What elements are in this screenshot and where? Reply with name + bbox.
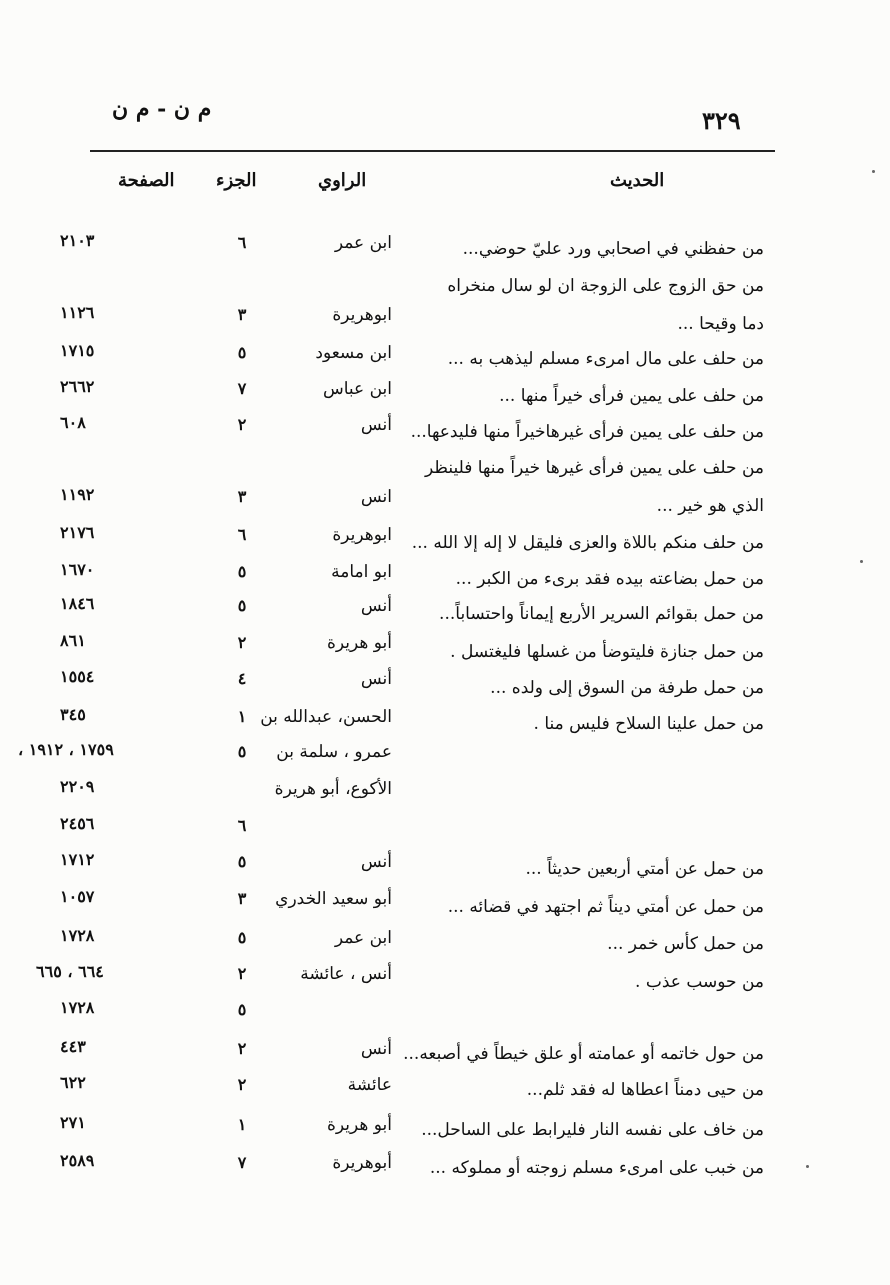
- page-ref-cell: ١١٩٢: [60, 485, 95, 504]
- hadith-line: من حمل جنازة فليتوضأ من غسلها فليغتسل .: [450, 642, 764, 662]
- narrator-cell: عمرو ، سلمة بن: [276, 742, 392, 762]
- volume-cell: ٥: [237, 928, 247, 947]
- narrator-cell: أنس ، عائشة: [300, 964, 392, 984]
- column-header-page: الصفحة: [118, 170, 175, 191]
- page-ref-cell: ١٨٤٦: [60, 594, 95, 613]
- page-number: ٣٢٩: [702, 106, 741, 135]
- page-ref-cell: ٦٦٤ ، ٦٦٥: [36, 962, 104, 981]
- hadith-line: من حيى دمناً اعطاها له فقد ثلم...: [526, 1080, 764, 1100]
- page-ref-cell: ٦٠٨: [60, 413, 86, 432]
- page-ref-cell: ٢١٠٣: [60, 231, 95, 250]
- page-ref-cell: ٤٤٣: [60, 1037, 86, 1056]
- volume-cell: ٢: [237, 415, 247, 434]
- page-ref-cell: ٢٢٠٩: [60, 777, 95, 796]
- narrator-cell: أنس: [360, 596, 392, 616]
- volume-cell: ٣: [237, 487, 247, 506]
- page-ref-cell: ١٥٥٤: [60, 667, 95, 686]
- hadith-line: من حمل عن أمتي ديناً ثم اجتهد في قضائه ...: [447, 897, 764, 917]
- hadith-line: من حمل طرفة من السوق إلى ولده ...: [490, 678, 764, 698]
- page-ref-cell: ٢٧١: [60, 1113, 86, 1132]
- volume-cell: ٧: [237, 379, 247, 398]
- page-ref-cell: ١١٢٦: [60, 303, 95, 322]
- hadith-line: من حول خاتمه أو عمامته أو علق خيطاً في أصبعه...: [403, 1044, 764, 1064]
- volume-cell: ٥: [237, 742, 247, 761]
- page-ref-cell: ١٠٥٧: [60, 887, 95, 906]
- volume-cell: ٤: [237, 669, 247, 688]
- column-header-narrator: الراوي: [318, 170, 367, 191]
- narrator-cell: الأكوع، أبو هريرة: [274, 779, 392, 799]
- hadith-line: من حلف على مال امرىء مسلم ليذهب به ...: [447, 349, 764, 369]
- page-ref-cell: ٨٦١: [60, 631, 86, 650]
- volume-cell: ٦: [237, 816, 247, 835]
- narrator-cell: ابن عباس: [322, 379, 392, 399]
- page-ref-cell: ٣٤٥: [60, 705, 86, 724]
- narrator-cell: الحسن، عبدالله بن: [260, 707, 392, 727]
- page-ref-cell: ٢١٧٦: [60, 523, 95, 542]
- volume-cell: ٥: [237, 562, 247, 581]
- page-ref-cell: ١٧١٢: [60, 850, 95, 869]
- narrator-cell: أبو سعيد الخدري: [275, 889, 392, 909]
- hadith-line: من حمل علينا السلاح فليس منا .: [533, 714, 764, 734]
- volume-cell: ٥: [237, 1000, 247, 1019]
- volume-cell: ٦: [237, 233, 247, 252]
- scan-speck: [806, 1165, 809, 1168]
- hadith-line: من خاف على نفسه النار فليرابط على الساحل...: [421, 1120, 764, 1140]
- page-ref-cell: ١٧٥٩ ، ١٩١٢ ،: [18, 740, 114, 759]
- narrator-cell: أنس: [360, 669, 392, 689]
- volume-cell: ٣: [237, 889, 247, 908]
- hadith-line: من حلف على يمين فرأى غيرهاخيراً منها فليدعها...: [410, 422, 764, 442]
- narrator-cell: عائشة: [347, 1075, 392, 1095]
- narrator-cell: أبوهريرة: [332, 1153, 392, 1173]
- volume-cell: ٣: [237, 305, 247, 324]
- hadith-line: من حمل كأس خمر ...: [607, 934, 764, 954]
- page-ref-cell: ١٧٢٨: [60, 926, 95, 945]
- narrator-cell: أنس: [360, 852, 392, 872]
- volume-cell: ١: [237, 707, 247, 726]
- narrator-cell: ابن عمر: [334, 928, 392, 948]
- hadith-line: دما وقيحا ...: [677, 314, 764, 334]
- volume-cell: ٥: [237, 852, 247, 871]
- volume-cell: ٧: [237, 1153, 247, 1172]
- header-rule: [90, 150, 775, 152]
- volume-cell: ٢: [237, 1039, 247, 1058]
- narrator-cell: أبو هريرة: [326, 633, 392, 653]
- narrator-cell: أنس: [360, 1039, 392, 1059]
- narrator-cell: ابوهريرة: [332, 525, 392, 545]
- volume-cell: ٢: [237, 964, 247, 983]
- page-ref-cell: ٦٢٢: [60, 1073, 86, 1092]
- hadith-line: من حمل بقوائم السرير الأربع إيماناً واحتساباً...: [439, 604, 764, 624]
- hadith-line: من حق الزوج على الزوجة ان لو سال منخراه: [447, 276, 764, 296]
- narrator-cell: ابن عمر: [334, 233, 392, 253]
- scan-speck: [860, 560, 863, 563]
- hadith-line: من حمل عن أمتي أربعين حديثاً ...: [525, 859, 764, 879]
- narrator-cell: أنس: [360, 415, 392, 435]
- narrator-cell: ابن مسعود: [315, 343, 392, 363]
- page-ref-cell: ١٦٧٠: [60, 560, 95, 579]
- narrator-cell: أبو هريرة: [326, 1115, 392, 1135]
- narrator-cell: ابوهريرة: [332, 305, 392, 325]
- page-ref-cell: ١٧٢٨: [60, 998, 95, 1017]
- scan-speck: [872, 170, 875, 173]
- hadith-line: من حوسب عذب .: [635, 972, 764, 992]
- hadith-line: من حفظني في اصحابي ورد عليّ حوضي...: [462, 239, 764, 259]
- volume-cell: ٢: [237, 633, 247, 652]
- column-header-volume: الجزء: [216, 170, 257, 191]
- page-ref-cell: ٢٥٨٩: [60, 1151, 95, 1170]
- narrator-cell: ابو امامة: [331, 562, 392, 582]
- volume-cell: ٥: [237, 343, 247, 362]
- volume-cell: ٥: [237, 596, 247, 615]
- page-ref-cell: ٢٦٦٢: [60, 377, 95, 396]
- hadith-line: من حلف منكم باللاة والعزى فليقل لا إله إلا الله ...: [411, 533, 764, 553]
- page-ref-cell: ٢٤٥٦: [60, 814, 95, 833]
- column-header-hadith: الحديث: [610, 170, 665, 191]
- hadith-line: من حلف على يمين فرأى غيرها خيراً منها فلينظر: [425, 458, 764, 478]
- volume-cell: ٢: [237, 1075, 247, 1094]
- volume-cell: ٦: [237, 525, 247, 544]
- hadith-line: من حلف على يمين فرأى خيراً منها ...: [499, 386, 764, 406]
- volume-cell: ١: [237, 1115, 247, 1134]
- hadith-line: من حمل بضاعته بيده فقد برىء من الكبر ...: [455, 569, 764, 589]
- hadith-line: الذي هو خير ...: [656, 496, 764, 516]
- running-header: م ن - م ن: [112, 96, 212, 122]
- hadith-line: من خبب على امرىء مسلم زوجته أو مملوكه ...: [429, 1158, 764, 1178]
- page-ref-cell: ١٧١٥: [60, 341, 95, 360]
- narrator-cell: انس: [360, 487, 392, 507]
